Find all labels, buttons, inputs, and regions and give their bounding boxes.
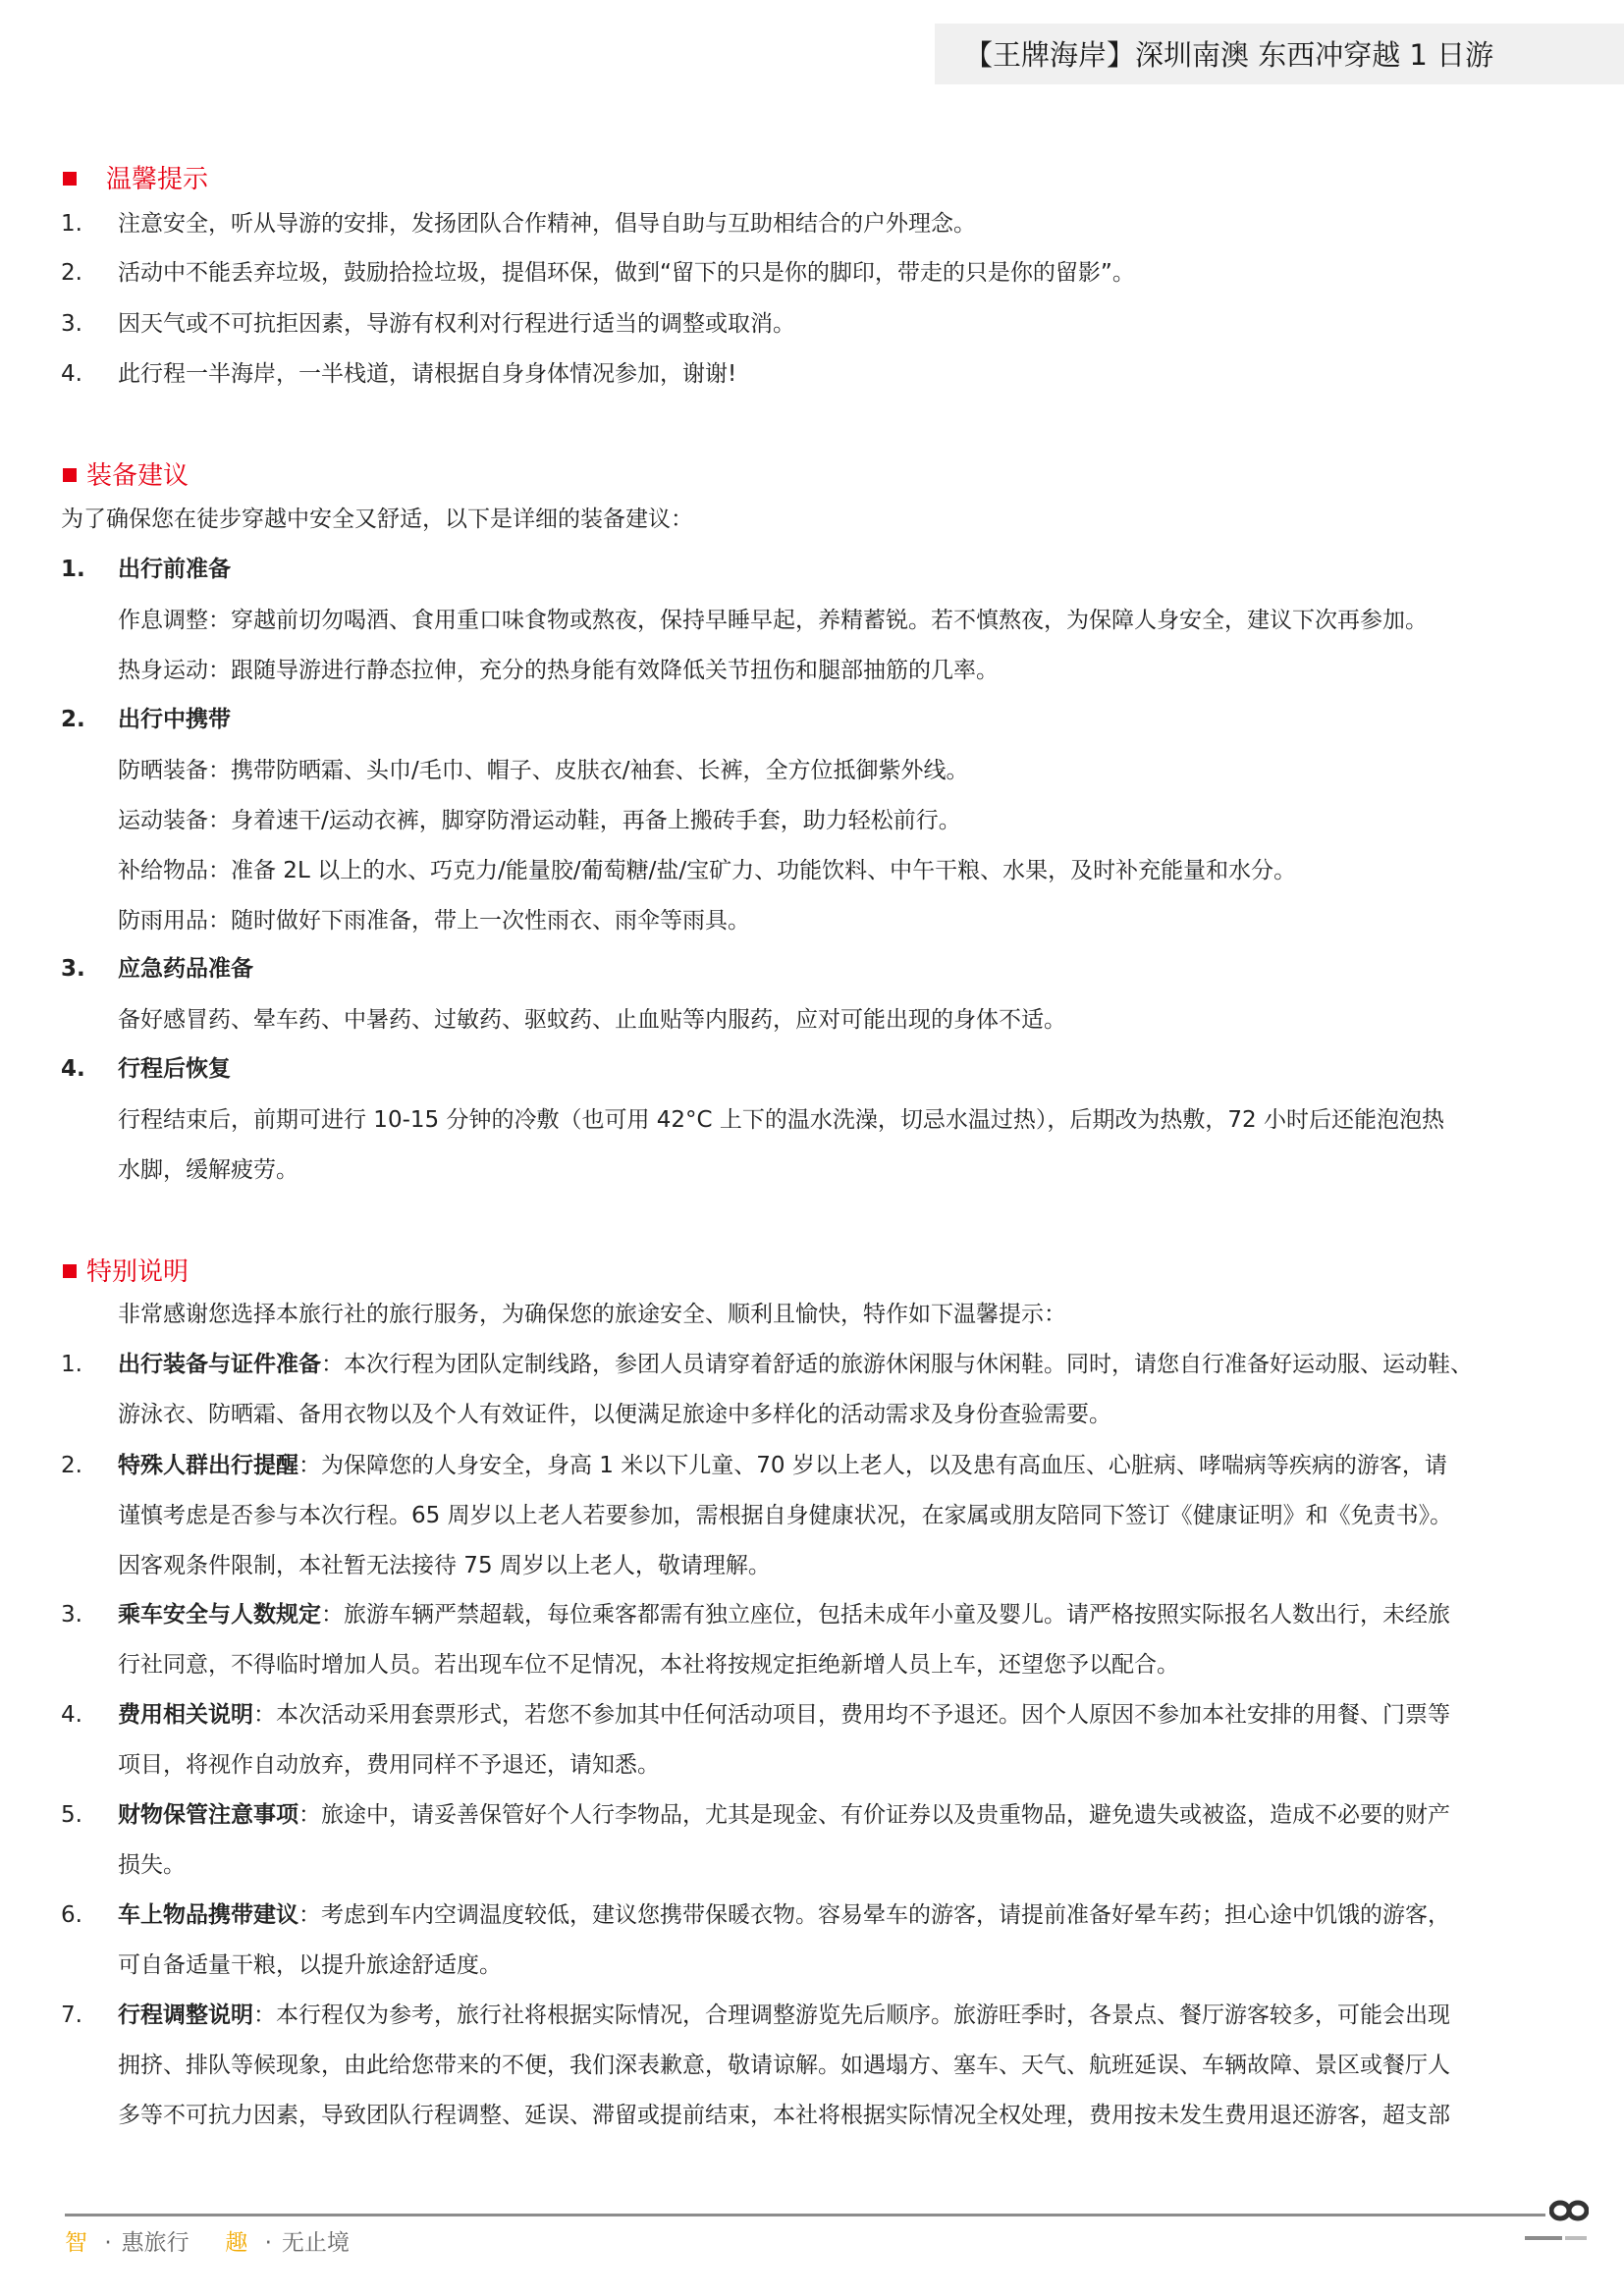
slogan-part1: 惠旅行 xyxy=(121,2230,189,2256)
equipment-group-title: 行程后恢复 xyxy=(118,1056,231,1082)
special-item-line xyxy=(118,1700,1450,1730)
equipment-detail-line: 补给物品：准备 2L 以上的水、巧克力/能量胶/葡萄糖/盐/宝矿力、功能饮料、中午干粮、水果，及时补充能量和水分。 xyxy=(118,858,1297,883)
special-item-line xyxy=(118,2051,1450,2080)
special-item-number: 7. xyxy=(61,2002,82,2028)
document-title: 【王牌海岸】深圳南澳 东西冲穿越 1 日游 xyxy=(964,38,1494,72)
section-heading-text: 特别说明 xyxy=(86,1257,189,1287)
special-item-line xyxy=(118,1800,1450,1830)
special-item-text: 可自备适量干粮，以提升旅途舒适度。 xyxy=(118,1952,502,1978)
tip-number: 3. xyxy=(61,311,82,337)
special-item-number: 5. xyxy=(61,1802,82,1828)
special-item-line xyxy=(118,1501,1452,1530)
special-item-title: 费用相关说明 xyxy=(118,1702,253,1728)
special-item-number: 1. xyxy=(61,1352,82,1377)
equipment-group-number: 3. xyxy=(61,956,85,982)
special-item-title: 车上物品携带建议 xyxy=(118,1902,298,1928)
special-item-text: 多等不可抗力因素，导致团队行程调整、延误、滞留或提前结束，本社将根据实际情况全权处理，费用按未发生费用退还游客，超支部 xyxy=(118,2103,1450,2128)
tip-number: 2. xyxy=(61,260,82,286)
equipment-detail-line: 防晒装备：携带防晒霜、头巾/毛巾、帽子、皮肤衣/袖套、长裤，全方位抵御紫外线。 xyxy=(118,758,969,783)
special-item-text: ：为保障您的人身安全，身高 1 米以下儿童、70 岁以上老人，以及患有高血压、心脏病、哮喘病等疾病的游客，请 xyxy=(298,1453,1447,1478)
special-item-text: 拥挤、排队等候现象，由此给您带来的不便，我们深表歉意，敬请谅解。如遇塌方、塞车、天气、航班延误、车辆故障、景区或餐厅人 xyxy=(118,2053,1450,2078)
special-item-text: ：考虑到车内空调温度较低，建议您携带保暖衣物。容易晕车的游客，请提前准备好晕车药；担心途中饥饿的游客， xyxy=(298,1902,1450,1928)
special-item-number: 3. xyxy=(61,1602,82,1628)
slogan-zhi: 智 xyxy=(65,2230,87,2256)
special-item-line xyxy=(118,1950,502,1980)
equipment-detail-line: 防雨用品：随时做好下雨准备，带上一次性雨衣、雨伞等雨具。 xyxy=(118,908,750,934)
tip-text: 活动中不能丢弃垃圾，鼓励拾捡垃圾，提倡环保，做到“留下的只是你的脚印，带走的只是你的留影”。 xyxy=(118,260,1135,286)
red-square-bullet-icon xyxy=(63,468,77,482)
slogan-qu: 趣 xyxy=(225,2230,248,2256)
equipment-group-number: 1. xyxy=(61,557,85,582)
equipment-detail-line: 水脚，缓解疲劳。 xyxy=(118,1157,298,1183)
section-heading-equipment xyxy=(63,455,189,492)
equipment-group-title: 出行前准备 xyxy=(118,557,231,582)
special-item-line xyxy=(118,1350,1473,1379)
equipment-detail-line: 热身运动：跟随导游进行静态拉伸，充分的热身能有效降低关节扭伤和腿部抽筋的几率。 xyxy=(118,658,999,683)
slogan-part2: 无止境 xyxy=(281,2230,350,2256)
special-item-text: ：本次活动采用套票形式，若您不参加其中任何活动项目，费用均不予退还。因个人原因不参加本社安排的用餐、门票等 xyxy=(253,1702,1450,1728)
footer-dash-light xyxy=(1565,2236,1587,2240)
special-item-title: 财物保管注意事项 xyxy=(118,1802,298,1828)
equipment-detail-line: 备好感冒药、晕车药、中暑药、过敏药、驱蚊药、止血贴等内服药，应对可能出现的身体不适。 xyxy=(118,1007,1066,1033)
section-heading-special xyxy=(63,1252,189,1288)
infinity-logo-icon xyxy=(1549,2199,1589,2222)
red-square-bullet-icon xyxy=(63,172,77,186)
equipment-group-title: 应急药品准备 xyxy=(118,956,253,982)
special-item-line xyxy=(118,1551,771,1580)
special-item-text: 损失。 xyxy=(118,1852,186,1878)
equipment-group-number: 4. xyxy=(61,1056,85,1082)
special-item-text: 游泳衣、防晒霜、备用衣物以及个人有效证件，以便满足旅途中多样化的活动需求及身份查验需要。 xyxy=(118,1402,1111,1427)
special-item-line xyxy=(118,1650,1179,1680)
special-item-line xyxy=(118,2101,1450,2130)
special-item-text: ：本次行程为团队定制线路，参团人员请穿着舒适的旅游休闲服与休闲鞋。同时，请您自行准备好运动服、运动鞋、 xyxy=(321,1352,1473,1377)
special-item-text: ：本行程仅为参考，旅行社将根据实际情况，合理调整游览先后顺序。旅游旺季时，各景点、餐厅游客较多，可能会出现 xyxy=(253,2002,1450,2028)
tip-text: 此行程一半海岸，一半栈道，请根据自身身体情况参加，谢谢! xyxy=(118,361,737,387)
slogan-dot-2: · xyxy=(264,2230,272,2256)
tip-number: 4. xyxy=(61,361,82,387)
special-item-number: 4. xyxy=(61,1702,82,1728)
special-item-number: 2. xyxy=(61,1453,82,1478)
special-item-title: 行程调整说明 xyxy=(118,2002,253,2028)
equipment-group-number: 2. xyxy=(61,707,85,732)
footer-dash xyxy=(1525,2236,1562,2240)
equipment-detail-line: 作息调整：穿越前切勿喝酒、食用重口味食物或熬夜，保持早睡早起，养精蓄锐。若不慎熬夜，为保障人身安全，建议下次再参加。 xyxy=(118,608,1428,633)
section-heading-tips xyxy=(63,159,208,195)
footer-divider xyxy=(65,2214,1545,2216)
special-item-title: 特殊人群出行提醒 xyxy=(118,1453,298,1478)
equipment-detail-line: 运动装备：身着速干/运动衣裤，脚穿防滑运动鞋，再备上搬砖手套，助力轻松前行。 xyxy=(118,808,961,833)
tip-text: 因天气或不可抗拒因素，导游有权利对行程进行适当的调整或取消。 xyxy=(118,311,795,337)
red-square-bullet-icon xyxy=(63,1264,77,1278)
tip-text: 注意安全，听从导游的安排，发扬团队合作精神，倡导自助与互助相结合的户外理念。 xyxy=(118,211,976,237)
slogan-dot: · xyxy=(104,2230,112,2256)
special-item-text: 项目，将视作自动放弃，费用同样不予退还，请知悉。 xyxy=(118,1752,660,1778)
special-item-line xyxy=(118,1750,660,1780)
tip-number: 1. xyxy=(61,211,82,237)
special-item-title: 乘车安全与人数规定 xyxy=(118,1602,321,1628)
special-item-text: ：旅游车辆严禁超载，每位乘客都需有独立座位，包括未成年小童及婴儿。请严格按照实际报名人数出行，未经旅 xyxy=(321,1602,1450,1628)
special-item-line xyxy=(118,1600,1450,1629)
special-item-text: 行社同意，不得临时增加人员。若出现车位不足情况，本社将按规定拒绝新增人员上车，还望您予以配合。 xyxy=(118,1652,1179,1678)
special-item-text: 谨慎考虑是否参与本次行程。65 周岁以上老人若要参加，需根据自身健康状况，在家属或朋友陪同下签订《健康证明》和《免责书》。 xyxy=(118,1503,1453,1528)
special-item-line xyxy=(118,2001,1450,2030)
special-item-line xyxy=(118,1850,186,1880)
section-heading-text: 温馨提示 xyxy=(106,165,209,194)
section-heading-text: 装备建议 xyxy=(86,461,189,491)
special-item-line xyxy=(118,1400,1111,1429)
equipment-group-title: 出行中携带 xyxy=(118,707,231,732)
special-item-text: ：旅途中，请妥善保管好个人行李物品，尤其是现金、有价证券以及贵重物品，避免遗失或被盗，造成不必要的财产 xyxy=(298,1802,1450,1828)
special-item-number: 6. xyxy=(61,1902,82,1928)
special-item-line xyxy=(118,1900,1450,1930)
special-item-text: 因客观条件限制，本社暂无法接待 75 周岁以上老人，敬请理解。 xyxy=(118,1553,771,1578)
special-intro: 非常感谢您选择本旅行社的旅行服务，为确保您的旅途安全、顺利且愉快，特作如下温馨提示： xyxy=(118,1302,1066,1327)
special-item-line xyxy=(118,1451,1447,1480)
equipment-detail-line: 行程结束后，前期可进行 10-15 分钟的冷敷（也可用 42°C 上下的温水洗澡，切忌水温过热），后期改为热敷，72 小时后还能泡泡热 xyxy=(118,1107,1444,1133)
footer-slogan xyxy=(65,2224,350,2257)
special-item-title: 出行装备与证件准备 xyxy=(118,1352,321,1377)
equipment-intro: 为了确保您在徒步穿越中安全又舒适，以下是详细的装备建议： xyxy=(61,507,693,532)
